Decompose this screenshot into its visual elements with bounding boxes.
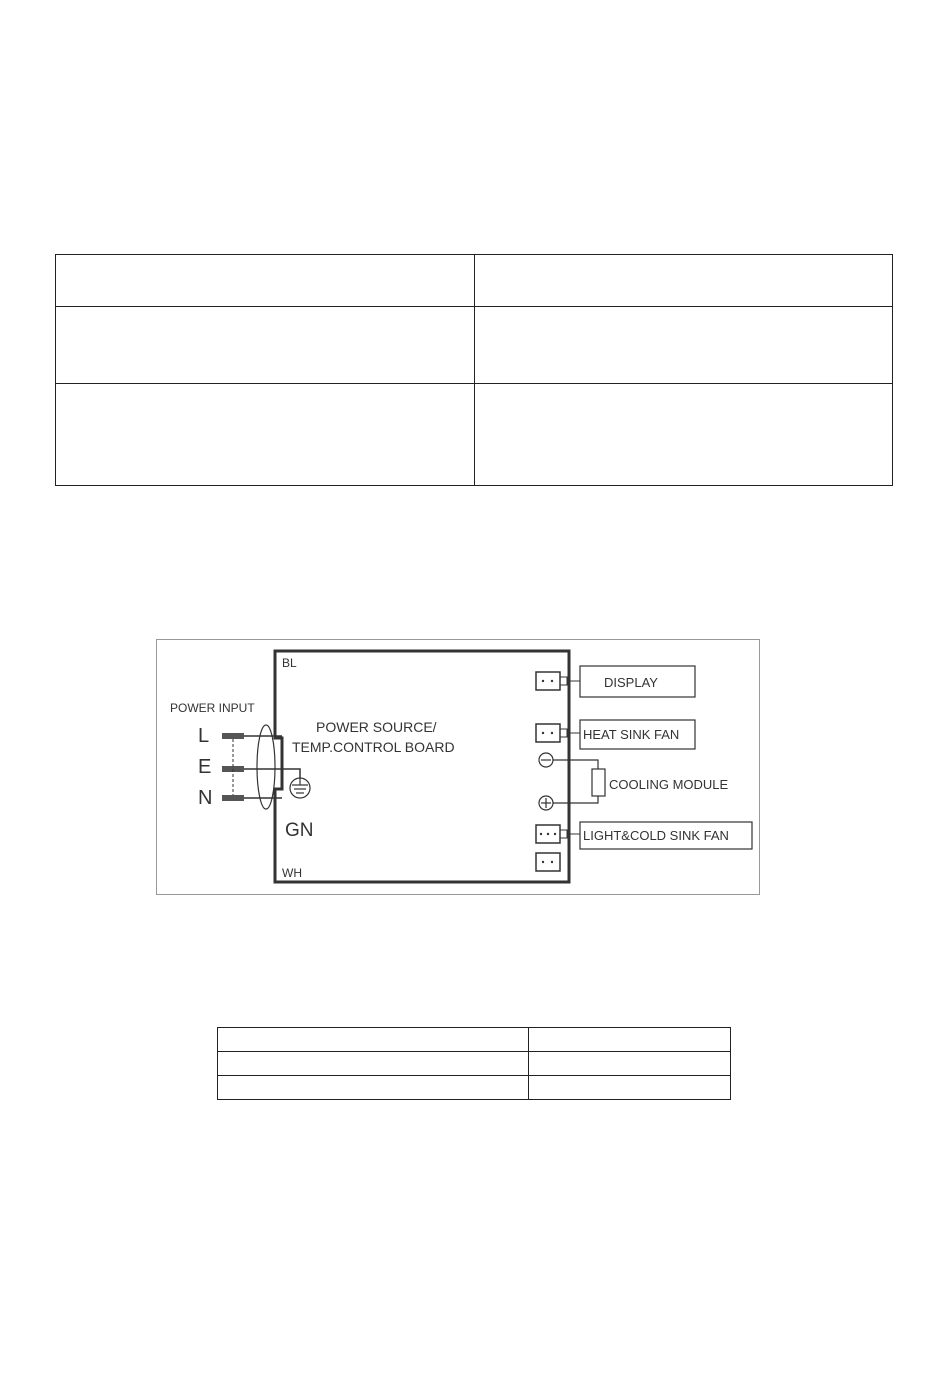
board-corner-bottom-label: WH — [282, 866, 302, 880]
table-row — [218, 1028, 731, 1052]
board-label-line2: TEMP.CONTROL BOARD — [292, 739, 455, 755]
terminal-l-label: L — [198, 725, 210, 747]
table-row — [56, 307, 893, 384]
cooling-module-icon — [592, 769, 605, 796]
cooling-module-wire-plus — [553, 796, 598, 803]
table-row — [218, 1052, 731, 1076]
power-input-label: POWER INPUT — [170, 701, 255, 715]
heat-sink-fan-connector — [536, 724, 567, 742]
board-corner-top-label: BL — [282, 656, 297, 670]
light-cold-fan-connector — [536, 825, 567, 843]
table-cell — [56, 384, 475, 486]
top-table — [55, 254, 893, 486]
table-cell — [529, 1028, 731, 1052]
wiring-diagram — [156, 639, 761, 896]
table-cell — [475, 255, 893, 307]
terminal-n-connector — [222, 795, 244, 801]
cooling-module-label: COOLING MODULE — [609, 777, 729, 792]
control-board-outline — [275, 651, 569, 882]
diagram-frame — [157, 640, 760, 895]
cable-sheath — [257, 725, 275, 809]
table-cell — [56, 307, 475, 384]
heat-sink-fan-label: HEAT SINK FAN — [583, 727, 680, 742]
spare-connector — [536, 853, 560, 871]
ground-label: GN — [285, 820, 314, 841]
table-cell — [56, 255, 475, 307]
display-connector — [536, 672, 567, 690]
table-cell — [218, 1028, 529, 1052]
ground-icon — [290, 778, 310, 798]
board-label-line1: POWER SOURCE/ — [316, 719, 437, 735]
table-cell — [218, 1076, 529, 1100]
table-cell — [529, 1076, 731, 1100]
table-cell — [218, 1052, 529, 1076]
table-row — [56, 255, 893, 307]
terminal-n-label: N — [198, 787, 213, 809]
table-row — [218, 1076, 731, 1100]
wire-earth — [244, 769, 300, 779]
bottom-table — [217, 1027, 731, 1100]
terminal-e-label: E — [198, 756, 212, 778]
table-row — [56, 384, 893, 486]
terminal-l-connector — [222, 733, 244, 739]
table-cell — [475, 384, 893, 486]
light-cold-fan-label: LIGHT&COLD SINK FAN — [583, 828, 729, 843]
table-cell — [475, 307, 893, 384]
display-label: DISPLAY — [604, 675, 658, 690]
cooling-module-wire-minus — [553, 760, 598, 769]
table-cell — [529, 1052, 731, 1076]
